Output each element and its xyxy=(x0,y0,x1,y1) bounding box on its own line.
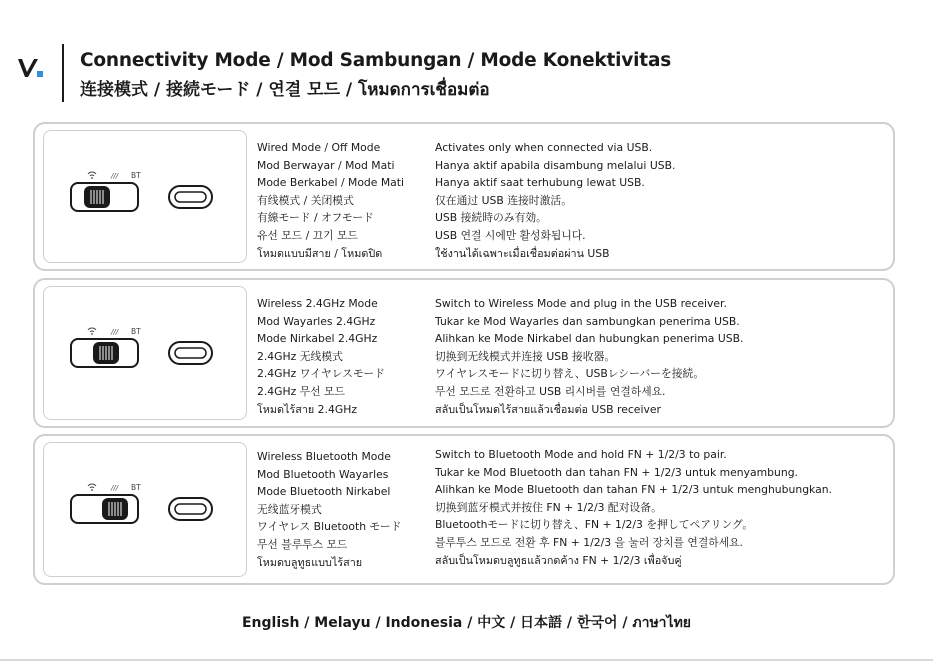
mode-name-line: Wireless Bluetooth Mode xyxy=(257,450,391,463)
mode-description-line: 블루투스 모드로 전환 후 FN + 1/2/3 을 눌러 장치를 연결하세요. xyxy=(435,535,743,549)
mode-name-line: Mod Bluetooth Wayarles xyxy=(257,467,389,481)
mode-name-line: โหมดบลูทูธแบบไร้สาย xyxy=(257,555,363,569)
device-illustration-box xyxy=(43,442,247,577)
language-list: English / Melayu / Indonesia / 中文 / 日本語 / 한국어 / ภาษาไทย xyxy=(241,615,692,631)
mode-panel-wired xyxy=(33,122,895,271)
mode-name-line: 有線モード / オフモード xyxy=(257,211,374,225)
mode-name-line: 2.4GHz 无线模式 xyxy=(257,349,343,363)
mode-description-line: 仅在通过 USB 连接时激活。 xyxy=(435,193,572,207)
header-divider xyxy=(62,44,64,102)
mode-name-line: Wireless 2.4GHz Mode xyxy=(257,297,378,310)
mode-name-line: Mode Berkabel / Mode Mati xyxy=(257,176,405,190)
mode-description-line: Tukar ke Mod Bluetooth dan tahan FN + 1/2/3 untuk menyambung. xyxy=(435,465,798,479)
mode-name-line: Mod Wayarles 2.4GHz xyxy=(257,314,376,328)
mode-name-line: Wired Mode / Off Mode xyxy=(257,141,381,154)
wifi-icon xyxy=(88,172,96,179)
bottom-divider xyxy=(0,659,933,661)
mode-description-line: Hanya aktif apabila disambung melalui USB. xyxy=(435,158,676,172)
mode-name-line: 유선 모드 / 끄기 모드 xyxy=(257,228,358,242)
page-title: Connectivity Mode / Mod Sambungan / Mode Konektivitas xyxy=(80,50,672,71)
mode-description-line: Switch to Wireless Mode and plug in the USB receiver. xyxy=(435,297,727,310)
bluetooth-label: BT xyxy=(131,327,141,336)
mode-name-line: ワイヤレス Bluetooth モード xyxy=(257,520,402,534)
brand-logo-icon xyxy=(16,56,46,82)
mode-description-line: Activates only when connected via USB. xyxy=(435,141,653,154)
mode-name-line: Mode Bluetooth Nirkabel xyxy=(257,485,391,499)
usb-c-port-inner xyxy=(175,348,206,358)
device-illustration-box xyxy=(43,286,247,420)
mode-name-line: โหมดแบบมีสาย / โหมดปิด xyxy=(257,246,383,260)
mode-description-line: Bluetoothモードに切り替え、FN + 1/2/3 を押してペアリング。 xyxy=(435,518,754,532)
mode-name-line: 无线蓝牙模式 xyxy=(257,502,322,516)
mode-description-line: USB 연결 시에만 활성화됩니다. xyxy=(435,228,586,242)
mode-description-line: Alihkan ke Mode Nirkabel dan hubungkan penerima USB. xyxy=(435,332,744,346)
mode-name-line: Mod Berwayar / Mod Mati xyxy=(257,158,395,172)
mode-name-line: 무선 블루투스 모드 xyxy=(257,537,348,551)
mode-description-line: สลับเป็นโหมดบลูทูธแล้วกดค้าง FN + 1/2/3 เพื่อจับคู่ xyxy=(435,553,682,567)
mode-description-line: ใช้งานได้เฉพาะเมื่อเชื่อมต่อผ่าน USB xyxy=(435,246,610,260)
mode-description-line: USB 接続時のみ有効。 xyxy=(435,211,547,225)
wifi-icon xyxy=(88,328,96,335)
mode-description-line: 무선 모드로 전환하고 USB 리시버를 연결하세요. xyxy=(435,384,666,398)
bluetooth-label: BT xyxy=(131,483,141,492)
mode-name-line: 有线模式 / 关闭模式 xyxy=(257,193,354,207)
mode-description-line: Switch to Bluetooth Mode and hold FN + 1/2/3 to pair. xyxy=(435,448,727,461)
device-switch-illustration xyxy=(44,165,244,245)
mode-name-line: 2.4GHz 무선 모드 xyxy=(257,384,345,398)
mode-description-line: 切换到蓝牙模式并按住 FN + 1/2/3 配对设备。 xyxy=(435,500,662,514)
mode-name-line: Mode Nirkabel 2.4GHz xyxy=(257,332,378,346)
mode-panel-wireless-24ghz xyxy=(33,278,895,428)
mode-description-line: สลับเป็นโหมดไร้สายแล้วเชื่อมต่อ USB receiver xyxy=(435,402,661,416)
mode-panel-bluetooth xyxy=(33,434,895,585)
usb-c-port-inner xyxy=(175,192,206,202)
usb-c-port-inner xyxy=(175,504,206,514)
device-illustration-box xyxy=(43,130,247,263)
wifi-icon xyxy=(88,484,96,491)
device-switch-illustration xyxy=(44,477,244,557)
mode-description-line: Alihkan ke Mode Bluetooth dan tahan FN + 1/2/3 untuk menghubungkan. xyxy=(435,483,832,497)
mode-description-line: Tukar ke Mod Wayarles dan sambungkan penerima USB. xyxy=(435,314,740,328)
frequency-2-4-label: /// xyxy=(111,172,119,180)
mode-description-line: 切换到无线模式并连接 USB 接收器。 xyxy=(435,349,616,363)
frequency-2-4-label: /// xyxy=(111,484,119,492)
mode-name-line: 2.4GHz ワイヤレスモード xyxy=(257,367,385,381)
frequency-2-4-label: /// xyxy=(111,328,119,336)
page-subtitle: 连接模式 / 接続モード / 연결 모드 / โหมดการเชื่อมต่อ xyxy=(80,80,490,100)
mode-name-line: โหมดไร้สาย 2.4GHz xyxy=(257,402,358,416)
mode-description-line: ワイヤレスモードに切り替え、USBレシーバーを接続。 xyxy=(435,367,705,381)
mode-description-line: Hanya aktif saat terhubung lewat USB. xyxy=(435,176,645,190)
device-switch-illustration xyxy=(44,321,244,401)
bluetooth-label: BT xyxy=(131,171,141,180)
